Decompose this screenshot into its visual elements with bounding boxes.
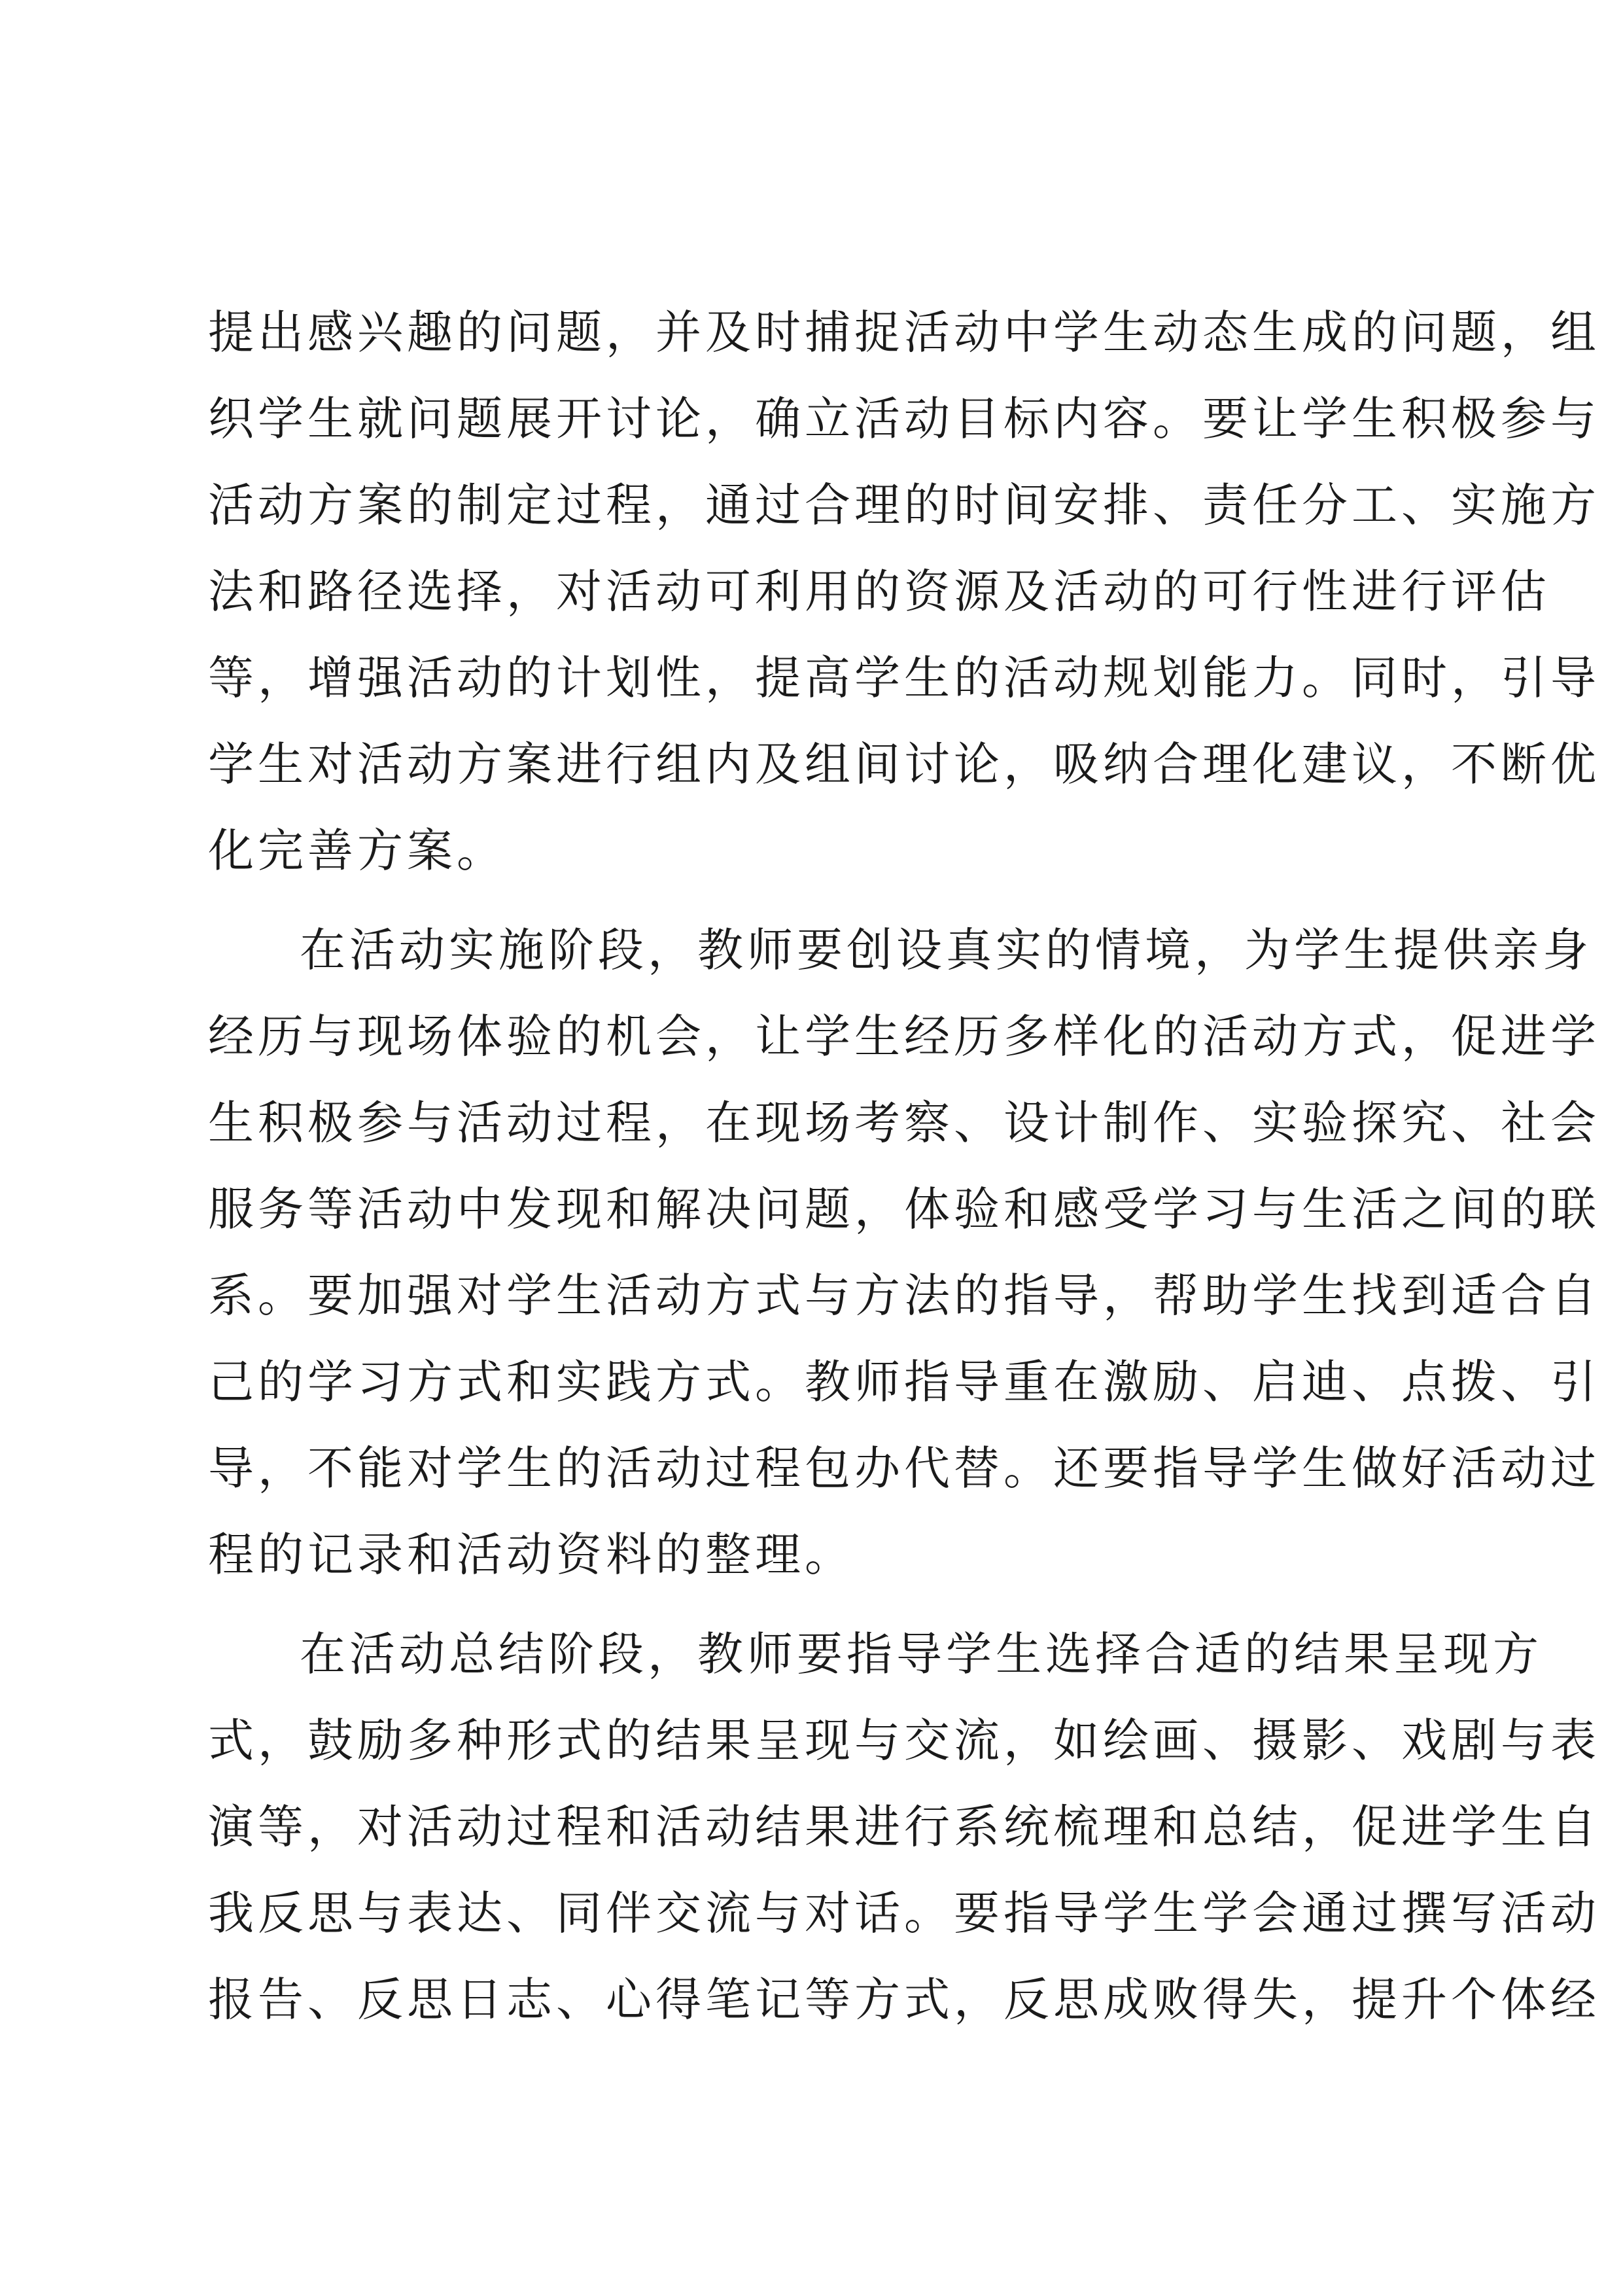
text-line: 在活动实施阶段，教师要创设真实的情境，为学生提供亲身 bbox=[300, 923, 1592, 977]
text-line: 法和路径选择，对活动可利用的资源及活动的可行性进行评估 bbox=[208, 565, 1550, 618]
document-body bbox=[208, 289, 1600, 2043]
text-line: 等，增强活动的计划性，提高学生的活动规划能力。同时，引导 bbox=[208, 651, 1600, 705]
text-line: 学生对活动方案进行组内及组间讨论，吸纳合理化建议，不断优 bbox=[208, 737, 1600, 791]
text-line: 系。要加强对学生活动方式与方法的指导，帮助学生找到适合自 bbox=[208, 1269, 1600, 1322]
text-line: 在活动总结阶段，教师要指导学生选择合适的结果呈现方 bbox=[300, 1627, 1543, 1681]
text-line: 活动方案的制定过程，通过合理的时间安排、责任分工、实施方 bbox=[208, 478, 1600, 532]
paragraph-spacer bbox=[208, 894, 1425, 907]
text-line: 报告、反思日志、心得笔记等方式，反思成败得失，提升个体经 bbox=[208, 1973, 1600, 2026]
text-line: 导，不能对学生的活动过程包办代替。还要指导学生做好活动过 bbox=[208, 1441, 1600, 1495]
text-line: 经历与现场体验的机会，让学生经历多样化的活动方式，促进学 bbox=[208, 1010, 1600, 1063]
text-line: 织学生就问题展开讨论，确立活动目标内容。要让学生积极参与 bbox=[208, 392, 1600, 446]
paragraph-2 bbox=[208, 907, 1600, 1598]
text-line: 程的记录和活动资料的整理。 bbox=[208, 1528, 854, 1581]
text-line: 服务等活动中发现和解决问题，体验和感受学习与生活之间的联 bbox=[208, 1182, 1600, 1236]
text-line: 提出感兴趣的问题，并及时捕捉活动中学生动态生成的问题，组 bbox=[208, 306, 1600, 359]
text-line: 演等，对活动过程和活动结果进行系统梳理和总结，促进学生自 bbox=[208, 1800, 1600, 1854]
text-line: 生积极参与活动过程，在现场考察、设计制作、实验探究、社会 bbox=[208, 1096, 1600, 1150]
text-line: 己的学习方式和实践方式。教师指导重在激励、启迪、点拨、引 bbox=[208, 1355, 1600, 1409]
text-line: 我反思与表达、同伴交流与对话。要指导学生学会通过撰写活动 bbox=[208, 1886, 1600, 1940]
text-line: 式，鼓励多种形式的结果呈现与交流，如绘画、摄影、戏剧与表 bbox=[208, 1714, 1600, 1767]
paragraph-3 bbox=[208, 1611, 1600, 2043]
text-line: 化完善方案。 bbox=[208, 824, 506, 877]
paragraph-spacer bbox=[208, 1598, 1425, 1611]
paragraph-1 bbox=[208, 289, 1600, 894]
